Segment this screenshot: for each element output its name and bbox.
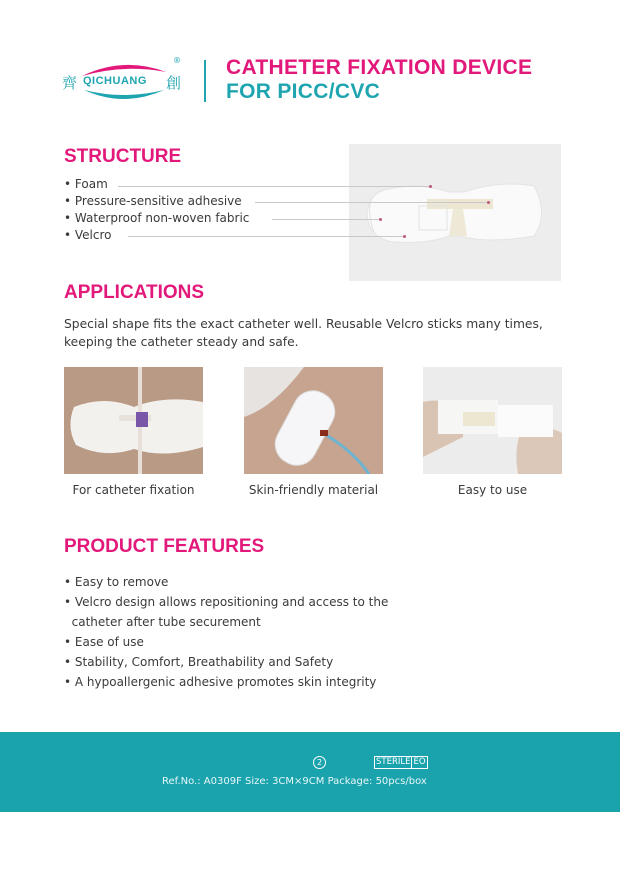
photo-catheter-fixation bbox=[64, 367, 203, 474]
logo-wordmark: QICHUANG bbox=[83, 75, 147, 87]
footer-band bbox=[0, 732, 620, 812]
product-info: Ref.No.: A0309F Size: 3CM×9CM Package: 50pcs/box bbox=[162, 776, 427, 787]
brand-logo bbox=[62, 58, 187, 108]
applications-description: Special shape fits the exact catheter well. Reusable Velcro sticks many times, keeping the catheter steady and safe. bbox=[64, 317, 543, 349]
leader-line-foam bbox=[118, 186, 430, 187]
page-title-line1: CATHETER FIXATION DEVICE bbox=[226, 56, 533, 79]
feature-item: • Stability, Comfort, Breathability and Safety bbox=[64, 655, 334, 669]
features-heading: PRODUCT FEATURES bbox=[64, 536, 265, 557]
caption-easy-to-use: Easy to use bbox=[457, 483, 528, 497]
structure-item-foam: • Foam bbox=[64, 177, 108, 191]
leader-dot-fabric bbox=[379, 218, 382, 221]
structure-diagram-image bbox=[349, 144, 561, 281]
sterile-label: STERILE bbox=[376, 757, 411, 767]
header-divider bbox=[204, 60, 206, 102]
feature-item-continuation: catheter after tube securement bbox=[64, 615, 261, 629]
leader-line-velcro bbox=[128, 236, 404, 237]
structure-item-fabric: • Waterproof non-woven fabric bbox=[64, 211, 250, 225]
page-title-line2: FOR PICC/CVC bbox=[226, 80, 381, 103]
fixation-device-illustration bbox=[349, 144, 561, 281]
logo-left-glyph: 齊 bbox=[62, 74, 78, 92]
photo-skin-friendly bbox=[244, 367, 383, 474]
leader-dot-adhesive bbox=[487, 201, 490, 204]
structure-heading: STRUCTURE bbox=[64, 146, 182, 167]
feature-item: • Ease of use bbox=[64, 635, 144, 649]
registered-mark: ® bbox=[173, 56, 181, 65]
logo-right-glyph: 創 bbox=[166, 74, 182, 92]
leader-dot-foam bbox=[429, 185, 432, 188]
leader-dot-velcro bbox=[403, 235, 406, 238]
caption-catheter-fixation: For catheter fixation bbox=[72, 483, 195, 497]
feature-item: • Easy to remove bbox=[64, 575, 169, 589]
leader-line-fabric bbox=[272, 219, 380, 220]
photo-easy-to-use bbox=[423, 367, 562, 474]
applications-heading: APPLICATIONS bbox=[64, 282, 205, 303]
single-use-icon: 2 bbox=[313, 756, 326, 769]
structure-item-velcro: • Velcro bbox=[64, 228, 112, 242]
structure-item-adhesive: • Pressure-sensitive adhesive bbox=[64, 194, 242, 208]
sterile-method: EO bbox=[413, 757, 426, 767]
leader-line-adhesive bbox=[255, 202, 488, 203]
feature-item: • A hypoallergenic adhesive promotes skin integrity bbox=[64, 675, 377, 689]
feature-item: • Velcro design allows repositioning and access to the bbox=[64, 595, 389, 609]
sterile-eo-badge bbox=[374, 756, 428, 769]
caption-skin-friendly: Skin-friendly material bbox=[248, 483, 379, 497]
